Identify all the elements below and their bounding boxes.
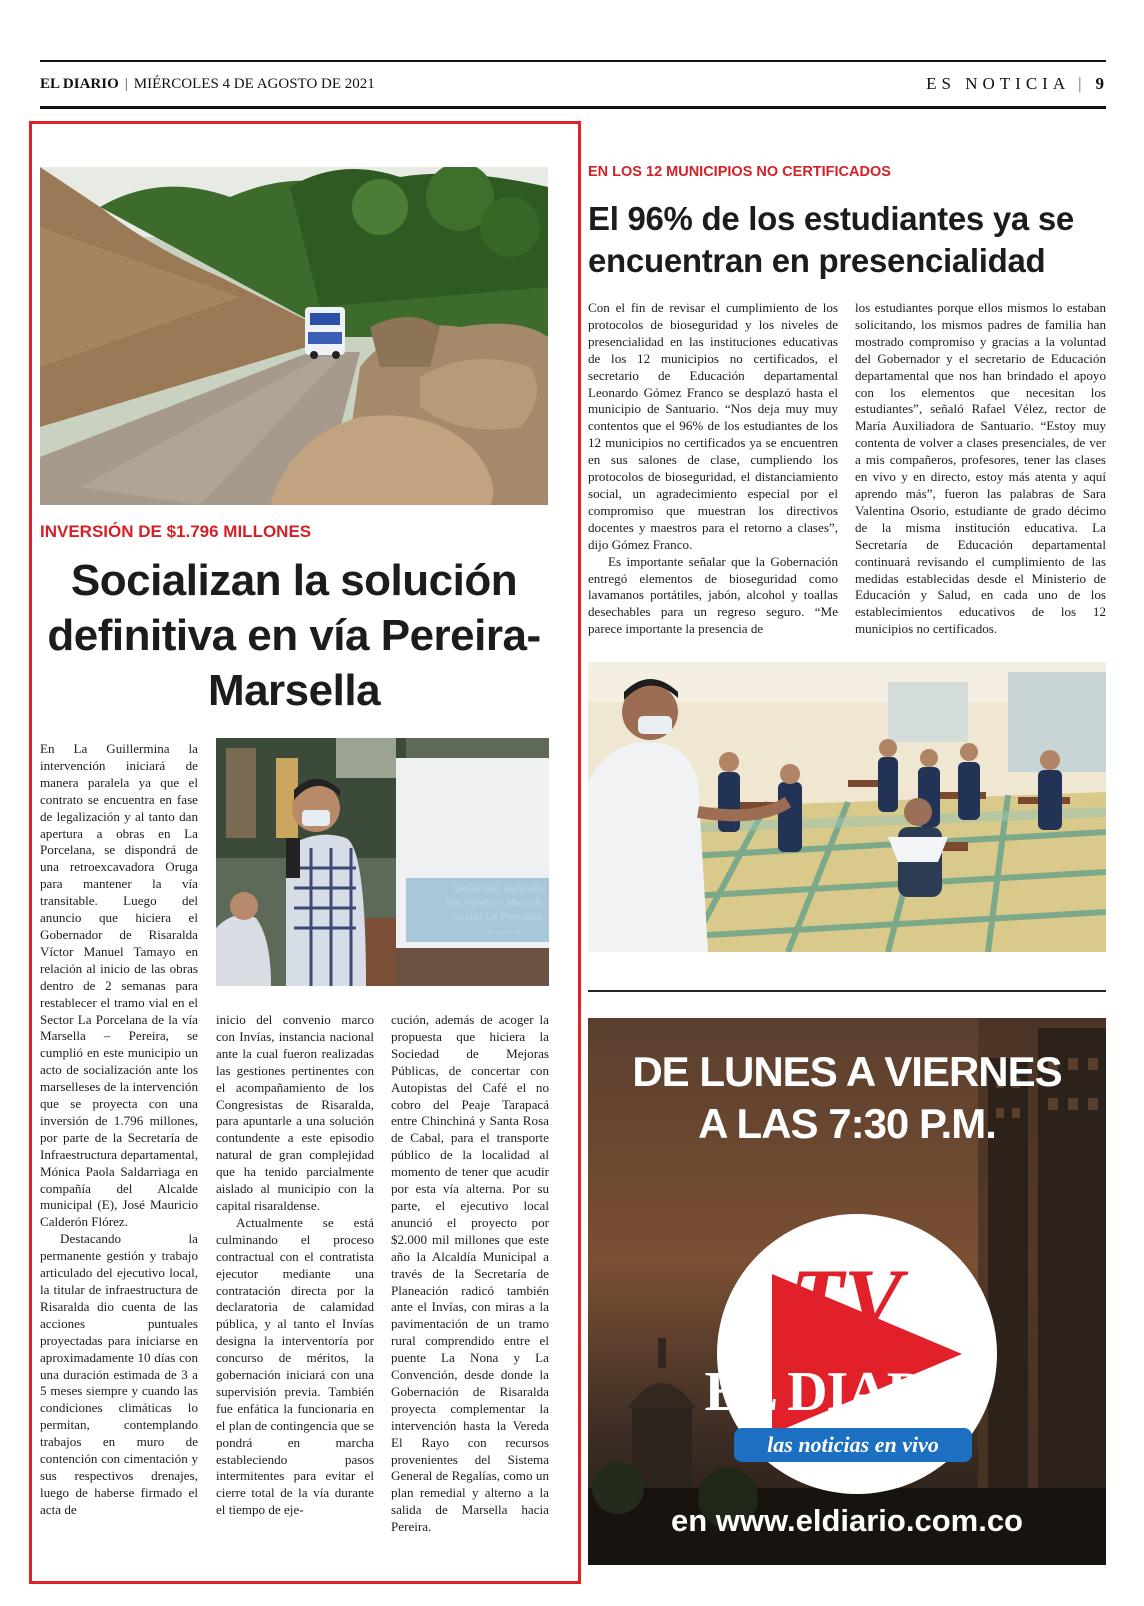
slide-line-4: 3 de agosto de 202 [482, 930, 534, 936]
tv-advertisement[interactable] [588, 1018, 1106, 1565]
issue-date: MIÉRCOLES 4 DE AGOSTO DE 2021 [133, 76, 375, 92]
page-number: 9 [1095, 74, 1104, 93]
left-col2-paragraph-1: inicio del convenio marco con Invías, instancia nacional ante la cual fueron realizadas las gestiones pertinentes con el acompañamiento de los Congresistas de Risaralda, para apuntarle a una solución contundente a este episodio natural de gran complejidad que ha tenido parcialmente aislado al municipio con la capital risaraldense. [216, 1012, 374, 1213]
header-rule-top [40, 60, 1106, 62]
header-separator: | [124, 76, 128, 92]
ad-brand-name: EL DIARIO [704, 1361, 990, 1423]
right-column-divider [588, 990, 1106, 992]
right-kicker: EN LOS 12 MUNICIPIOS NO CERTIFICADOS [588, 164, 891, 180]
section-tag [926, 74, 1104, 94]
ad-tv-logo: TV [790, 1252, 903, 1349]
left-body-column-2 [216, 1012, 374, 1519]
classroom-image [588, 662, 1106, 952]
ad-schedule-days: DE LUNES A VIERNES [632, 1048, 1062, 1095]
right-headline: El 96% de los estudiantes ya se encuentran en presencialidad [588, 200, 1074, 279]
speaker-image [216, 738, 549, 986]
section-name: ES NOTICIA [926, 74, 1071, 93]
left-body-column-3 [391, 1012, 549, 1536]
landslide-road-photo [40, 167, 548, 505]
landslide-road-image [40, 167, 548, 505]
slide-line-3: Sector La Porcelan [452, 912, 543, 923]
left-col1-paragraph-1: En La Guillermina la intervención iniciará de manera paralela ya que el contrato se encuentra en fase de legalización y al tanto dan apertura a obras en La Porcelana, se dispondrá de una retroexcavadora Oruga para mantener la vía transitable. Luego del anuncio que hiciera el Gobernador de Risaralda Víctor Manuel Tamayo en relación al inicio de las obras dentro de 2 semanas para restablecer el tramo vial en el Sector La Porcelana de la vía Marsella – Pereira, se cumplió en este municipio un acto de socialización ante los marselleses de la intervención que se proyecta con una inversión de 1.796 millones, por parte de la Secretaría de Infraestructura departamental, Mónica Paola Saldarriaga en compañía del Alcalde municipal (E), José Mauricio Calderón Flórez. [40, 741, 198, 1230]
left-col3-paragraph-1: cución, además de acoger la propuesta que hiciera la Sociedad de Mejoras Públicas, de concertar con Autopistas del Café el no cobro del Peaje Tarapacá entre Chinchiná y Santa Rosa de Cabal, para el transporte público de la localidad al momento de tener que acudir por esta vía alterna. Por su parte, el ejecutivo local anunció el proyecto por $2.000 mil millones que este año la Alcaldía Municipal a través de la Secretaría de Planeación radicó también ante el Invías, con miras a la pavimentación de un tramo rural comprendido entre el puente La Nona y La Convención, desde donde la Gobernación de Risaralda proyecta complementar la intervención hasta la Vereda El Rayo con recursos provenientes del Sistema General de Regalías, como un plan remedial y alterno a la salida de Marsella hacia Pereira. [391, 1012, 549, 1535]
classroom-photo [588, 662, 1106, 952]
right-col2-paragraph-1: los estudiantes porque ellos mismos lo estaban solicitando, los mismos padres de familia han mostrado compromiso y gracias a la voluntad del Gobernador y el secretario de Educación departamental que nos han brindado el apoyo con los elementos que necesitan los estudiantes”, señaló Rafael Vélez, rector de María Auxiliadora de Santuario. “Estoy muy contenta de volver a clases presenciales, de ver a mis compañeros, profesores, tener las clases en vivo y en directo, estoy más atenta y aquí aprendo más”, fueron las palabras de Sara Valentina Osorio, estudiante de grado décimo de la misma institución educativa. La Secretaría de Educación departamental continuará revisando el cumplimiento de las medidas establecidas desde el Ministerio de Educación y Salud, en cada uno de los establecimientos educativos de los 12 municipios no certificados. [855, 300, 1106, 637]
paper-name: EL DIARIO [40, 76, 119, 92]
right-col1-paragraph-2: Es importante señalar que la Gobernación entregó elementos de bioseguridad como lavamanos portátiles, jabón, alcohol y toallas desechables para un regreso seguro. “Me parece importante la presencia de [588, 553, 838, 637]
header-rule-bottom [40, 106, 1106, 109]
left-col1-paragraph-2: Destacando la permanente gestión y trabajo articulado del ejecutivo local, la titular de infraestructura de Risaralda dio cuenta de las acciones puntuales proyectadas para iniciarse en aproximadamente 10 días con una duración estimada de 3 a 5 meses siempre y cuando las condiciones climáticas lo permitan, contemplando trabajos en muro de contención con cimentación y sus respectivos drenajes, luego de haberse firmado el acta de [40, 1231, 198, 1517]
left-kicker: INVERSIÓN DE $1.796 MILLONES [40, 522, 312, 541]
slide-line-2: Vía Pereira - Marsell [446, 898, 542, 909]
socialization-event-photo [216, 738, 549, 986]
ad-slogan: las noticias en vivo [734, 1428, 972, 1462]
right-col1-paragraph-1: Con el fin de revisar el cumplimiento de los protocolos de bioseguridad y los niveles de presencialidad en las instituciones educativas de los 12 municipios no certificados, el secretario de Educación departamental Leonardo Gómez Franco se desplazó hasta el municipio de Santuario. “Nos deja muy muy contentos que el 96% de los estudiantes de los 12 municipios no certificados ya se encuentren en sus salones de clase, cumpliendo los protocolos de bioseguridad, el distanciamiento social, un agradecimiento especial por el compromiso que muestran los directivos docentes y maestros para el retorno a clases”, dijo Gómez Franco. [588, 300, 838, 552]
ad-schedule-time: A LAS 7:30 P.M. [698, 1100, 996, 1147]
right-body-column-1 [588, 300, 838, 638]
right-body-column-2 [855, 300, 1106, 638]
left-col2-paragraph-2: Actualmente se está culminando el proceso contractual con el contratista ejecutor mediante una contratación directa por la declaratoria de calamidad pública, y al tanto el Invías designa la interventoría por concurso de méritos, la gobernación iniciará con una supervisión previa. También fue enfática la funcionaria en el plan de contingencia que se pondrá en marcha estableciendo pasos intermitentes para evitar el cierre total de la vía durante el tiempo de eje- [216, 1214, 374, 1518]
ad-website-link[interactable]: en www.eldiario.com.co [671, 1503, 1023, 1538]
section-separator: | [1078, 74, 1082, 93]
left-body-column-1 [40, 741, 198, 1519]
masthead [40, 76, 375, 93]
left-headline: Socializan la solución definitiva en vía Pereira-Marsella [47, 556, 541, 715]
slide-line-1: Solución definitiv [454, 883, 546, 895]
